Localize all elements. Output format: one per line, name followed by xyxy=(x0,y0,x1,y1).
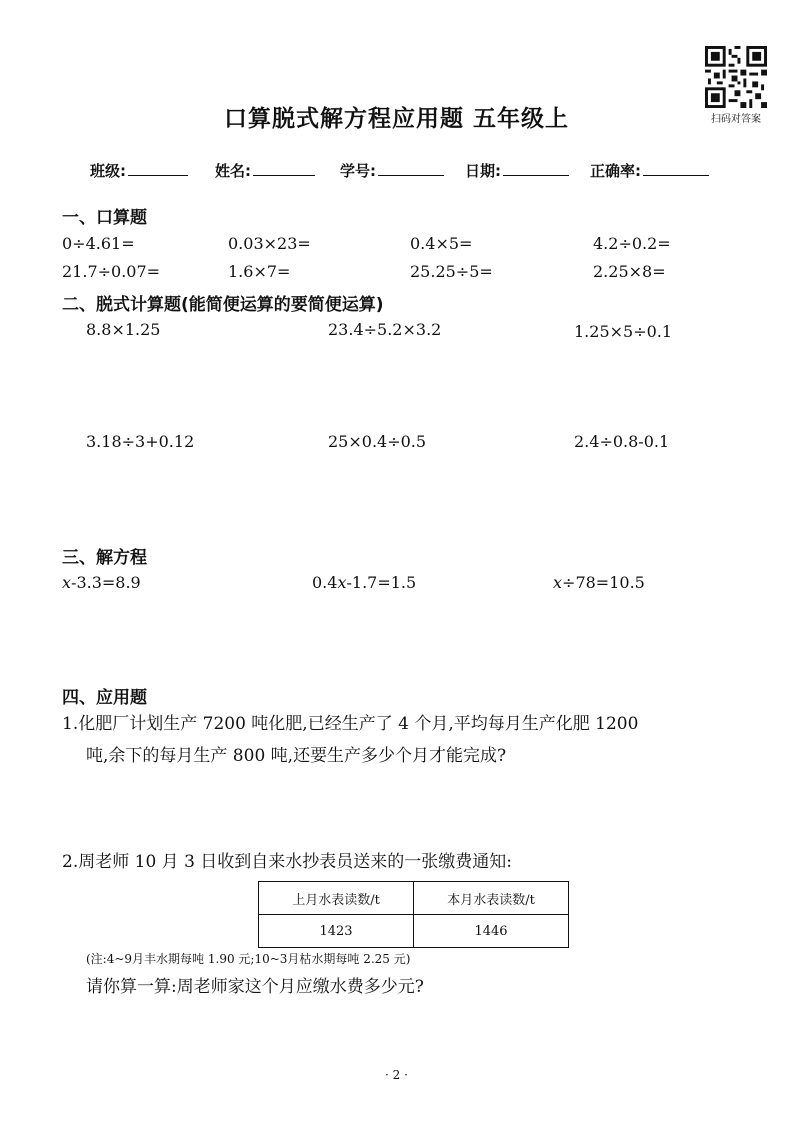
problem-2-question: 请你算一算:周老师家这个月应缴水费多少元? xyxy=(86,977,424,997)
accuracy-blank[interactable] xyxy=(643,161,709,176)
date-label: 日期: xyxy=(465,162,501,180)
equation-variable: x xyxy=(62,573,72,592)
table-cell: 1446 xyxy=(414,915,569,948)
problem-1-line-1: 1.化肥厂计划生产 7200 吨化肥,已经生产了 4 个月,平均每月生产化肥 1200 xyxy=(62,714,639,734)
number-field xyxy=(340,160,444,181)
price-note: (注:4~9月丰水期每吨 1.90 元;10~3月枯水期每吨 2.25 元) xyxy=(86,952,411,966)
section-equation-heading: 三、解方程 xyxy=(62,548,147,568)
equation-coefficient: 0.4 xyxy=(312,573,338,592)
table-header-cell: 本月水表读数/t xyxy=(414,882,569,915)
date-field xyxy=(465,160,569,181)
water-meter-table xyxy=(258,881,569,948)
oral-item: 2.25×8= xyxy=(593,262,666,281)
equation-variable: x xyxy=(553,573,563,592)
page-number: · 2 · xyxy=(385,1068,408,1082)
oral-item: 1.6×7= xyxy=(228,262,291,281)
qr-code-icon xyxy=(705,46,767,108)
stepwise-item: 8.8×1.25 xyxy=(86,320,161,339)
accuracy-label: 正确率: xyxy=(590,162,641,180)
class-blank[interactable] xyxy=(128,161,188,176)
equation-variable: x xyxy=(337,573,347,592)
table-row xyxy=(259,915,569,948)
equation-item xyxy=(553,573,645,592)
name-label: 姓名: xyxy=(215,162,251,180)
problem-2-intro: 2.周老师 10 月 3 日收到自来水抄表员送来的一张缴费通知: xyxy=(62,852,513,872)
equation-text: -1.7=1.5 xyxy=(346,573,417,592)
qr-caption: 扫码对答案 xyxy=(711,114,761,125)
table-cell: 1423 xyxy=(259,915,414,948)
stepwise-item: 25×0.4÷0.5 xyxy=(328,432,427,451)
name-blank[interactable] xyxy=(253,161,315,176)
class-label: 班级: xyxy=(90,162,126,180)
section-stepwise-heading: 二、脱式计算题(能简便运算的要简便运算) xyxy=(62,295,384,315)
oral-item: 21.7÷0.07= xyxy=(62,262,161,281)
stepwise-item: 23.4÷5.2×3.2 xyxy=(328,320,442,339)
oral-item: 0.03×23= xyxy=(228,234,311,253)
oral-item: 0.4×5= xyxy=(410,234,473,253)
date-blank[interactable] xyxy=(503,161,569,176)
equation-text: -3.3=8.9 xyxy=(71,573,141,592)
table-row xyxy=(259,882,569,915)
equation-text: ÷78=10.5 xyxy=(562,573,645,592)
problem-1-line-2: 吨,余下的每月生产 800 吨,还要生产多少个月才能完成? xyxy=(86,746,507,766)
number-label: 学号: xyxy=(340,162,376,180)
oral-item: 0÷4.61= xyxy=(62,234,135,253)
oral-item: 25.25÷5= xyxy=(410,262,493,281)
stepwise-item: 2.4÷0.8-0.1 xyxy=(574,432,670,451)
section-application-heading: 四、应用题 xyxy=(62,688,147,708)
accuracy-field xyxy=(590,160,709,181)
section-oral-heading: 一、口算题 xyxy=(62,208,147,228)
page-title: 口算脱式解方程应用题 五年级上 xyxy=(223,105,569,132)
name-field xyxy=(215,160,315,181)
stepwise-item: 1.25×5÷0.1 xyxy=(574,322,673,341)
equation-item xyxy=(312,573,416,592)
equation-item xyxy=(62,573,141,592)
table-header-cell: 上月水表读数/t xyxy=(259,882,414,915)
stepwise-item: 3.18÷3+0.12 xyxy=(86,432,195,451)
number-blank[interactable] xyxy=(378,161,444,176)
oral-item: 4.2÷0.2= xyxy=(593,234,671,253)
class-field xyxy=(90,160,188,181)
